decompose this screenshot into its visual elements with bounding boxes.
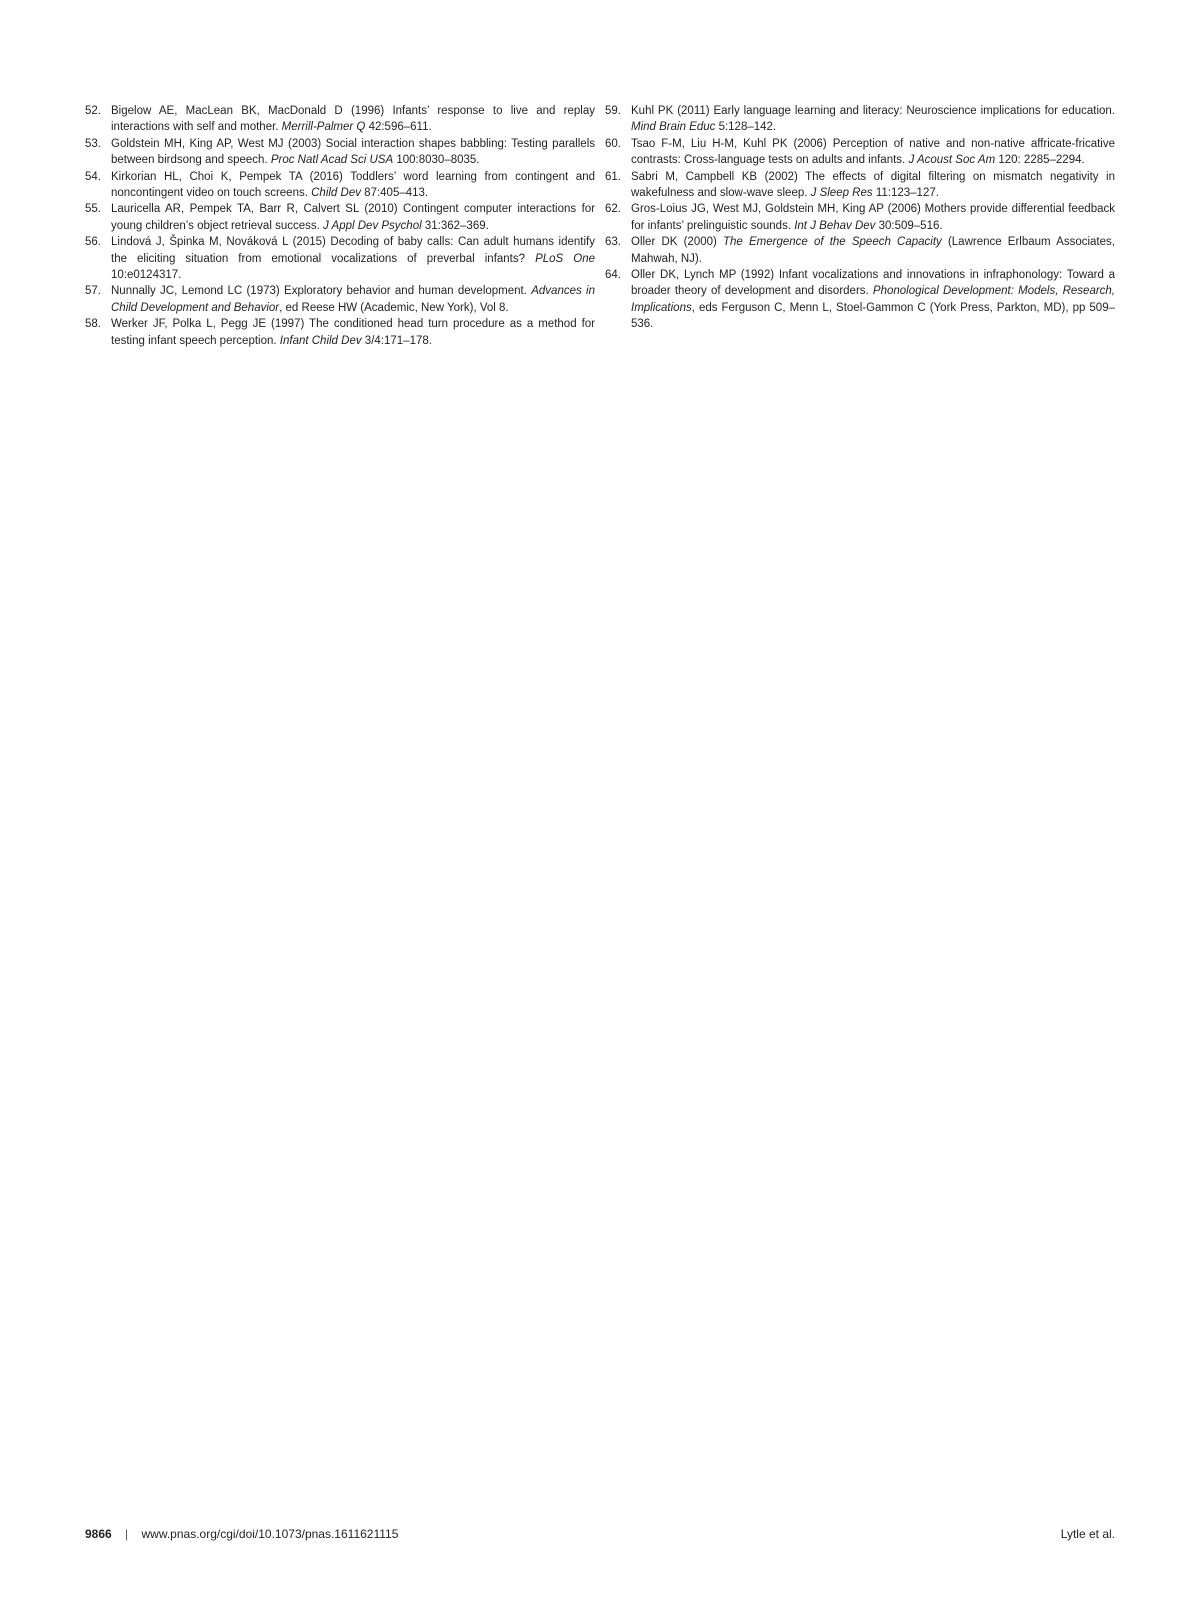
reference-text-segment: Lindová J, Špinka M, Nováková L (2015) Decoding of baby calls: Can adult humans identify the eliciting situation from emotional vocalizations of preverbal infants? xyxy=(111,236,595,265)
reference-source-italic: J Acoust Soc Am xyxy=(908,154,996,167)
reference-text xyxy=(111,105,595,133)
reference-text-segment: Werker JF, Polka L, Pegg JE (1997) The conditioned head turn procedure as a method for testing infant speech perception. xyxy=(111,318,595,347)
reference-item xyxy=(85,316,595,349)
reference-source-italic: Phonological Development: Models, Research, Implications xyxy=(631,285,1116,314)
reference-item xyxy=(605,103,1115,136)
reference-text-segment: 3/4:171–178. xyxy=(361,334,432,347)
reference-text-segment: 31:362–369. xyxy=(421,219,489,232)
reference-source-italic: J Sleep Res xyxy=(810,187,873,200)
reference-item xyxy=(85,169,595,202)
reference-item xyxy=(605,267,1115,333)
reference-text xyxy=(631,236,1115,264)
reference-text-segment: Goldstein MH, King AP, West MJ (2003) Social interaction shapes babbling: Testing parallels between birdsong and speech. xyxy=(111,137,595,167)
reference-text-segment: 42:596–611. xyxy=(365,121,432,134)
page-footer xyxy=(85,1526,1115,1542)
reference-number: 63. xyxy=(605,236,621,249)
reference-source-italic: Mind Brain Educ xyxy=(631,121,716,134)
reference-source-italic: Infant Child Dev xyxy=(279,334,362,347)
reference-text-segment: Kirkorian HL, Choi K, Pempek TA (2016) Toddlers’ word learning from contingent and noncontingent video on touch screens. xyxy=(111,170,595,200)
reference-list-right xyxy=(605,103,1115,333)
reference-item xyxy=(85,283,595,316)
reference-text-segment: 5:128–142. xyxy=(715,121,777,134)
reference-number: 54. xyxy=(85,170,101,183)
reference-text xyxy=(631,269,1115,330)
reference-number: 57. xyxy=(85,285,101,298)
running-authors: Lytle et al. xyxy=(1060,1527,1115,1541)
reference-text-segment: 11:123–127. xyxy=(872,187,939,200)
reference-text-segment: 87:405–413. xyxy=(360,187,429,200)
reference-item xyxy=(605,234,1115,267)
reference-text xyxy=(111,318,595,346)
reference-text-segment: Tsao F-M, Liu H-M, Kuhl PK (2006) Perception of native and non-native affricate-fricative contrasts: Cross-language tests on adults and infants. xyxy=(631,137,1115,167)
reference-text xyxy=(631,138,1115,166)
page-number: 9866 xyxy=(85,1527,112,1541)
reference-number: 56. xyxy=(85,236,101,249)
reference-number: 61. xyxy=(605,170,621,183)
reference-text-segment: Oller DK, Lynch MP (1992) Infant vocalizations and innovations in infraphonology: Toward a broader theory of development and disorders. xyxy=(631,269,1115,298)
reference-item xyxy=(85,234,595,283)
reference-number: 64. xyxy=(605,269,621,282)
reference-text xyxy=(111,236,595,281)
reference-text-segment: 120: 2285–2294. xyxy=(995,154,1085,167)
reference-source-italic: PLoS One xyxy=(535,252,595,265)
reference-source-italic: J Appl Dev Psychol xyxy=(323,219,422,232)
reference-text-segment: Gros-Loius JG, West MJ, Goldstein MH, King AP (2006) Mothers provide differential feedback for infants’ prelinguistic sounds. xyxy=(631,203,1115,232)
reference-item xyxy=(605,169,1115,202)
reference-item xyxy=(605,136,1115,169)
reference-source-italic: Advances in Child Development and Behavior xyxy=(111,285,595,314)
reference-list-left xyxy=(85,103,595,349)
reference-source-italic: The Emergence of the Speech Capacity xyxy=(723,236,942,249)
reference-number: 58. xyxy=(85,318,101,331)
reference-text-segment: Kuhl PK (2011) Early language learning and literacy: Neuroscience implications for education. xyxy=(631,105,1115,117)
reference-text xyxy=(631,171,1115,199)
reference-source-italic: Proc Natl Acad Sci USA xyxy=(270,154,394,167)
footer-separator: | xyxy=(125,1527,129,1541)
reference-text-segment: Lauricella AR, Pempek TA, Barr R, Calvert SL (2010) Contingent computer interactions for young children’s object retrieval success. xyxy=(111,203,595,232)
reference-number: 60. xyxy=(605,137,621,150)
reference-item xyxy=(85,103,595,136)
reference-text-segment: Oller DK (2000) xyxy=(631,236,723,249)
reference-text xyxy=(111,203,595,231)
reference-text-segment: 30:509–516. xyxy=(875,219,943,232)
reference-source-italic: Child Dev xyxy=(311,187,361,200)
reference-text-segment: (Lawrence Erlbaum Associates, Mahwah, NJ). xyxy=(631,236,1115,265)
reference-number: 52. xyxy=(85,105,101,117)
reference-source-italic: Int J Behav Dev xyxy=(794,219,876,232)
reference-text-segment: Bigelow AE, MacLean BK, MacDonald D (1996) Infants’ response to live and replay interactions with self and mother. xyxy=(111,105,595,134)
reference-text-segment: , ed Reese HW (Academic, New York), Vol 8. xyxy=(279,301,509,314)
reference-text xyxy=(111,138,595,166)
reference-item xyxy=(85,201,595,234)
reference-text-segment: , eds Ferguson C, Menn L, Stoel-Gammon C (York Press, Parkton, MD), pp 509–536. xyxy=(631,301,1115,331)
reference-number: 62. xyxy=(605,203,621,216)
reference-text-segment: 100:8030–8035. xyxy=(393,154,480,167)
reference-text-segment: Nunnally JC, Lemond LC (1973) Exploratory behavior and human development. xyxy=(111,285,532,298)
reference-text xyxy=(631,203,1115,231)
reference-number: 59. xyxy=(605,105,621,117)
reference-text xyxy=(111,171,595,199)
reference-text xyxy=(631,105,1115,133)
reference-item xyxy=(85,136,595,169)
reference-text-segment: 10:e0124317. xyxy=(111,269,182,282)
reference-source-italic: Merrill-Palmer Q xyxy=(281,121,366,134)
reference-text xyxy=(111,285,595,313)
reference-number: 53. xyxy=(85,137,101,150)
reference-item xyxy=(605,201,1115,234)
reference-number: 55. xyxy=(85,203,101,216)
reference-text-segment: Sabri M, Campbell KB (2002) The effects of digital filtering on mismatch negativity in wakefulness and slow-wave sleep. xyxy=(631,170,1115,200)
doi-link[interactable]: www.pnas.org/cgi/doi/10.1073/pnas.1611621115 xyxy=(141,1527,399,1541)
